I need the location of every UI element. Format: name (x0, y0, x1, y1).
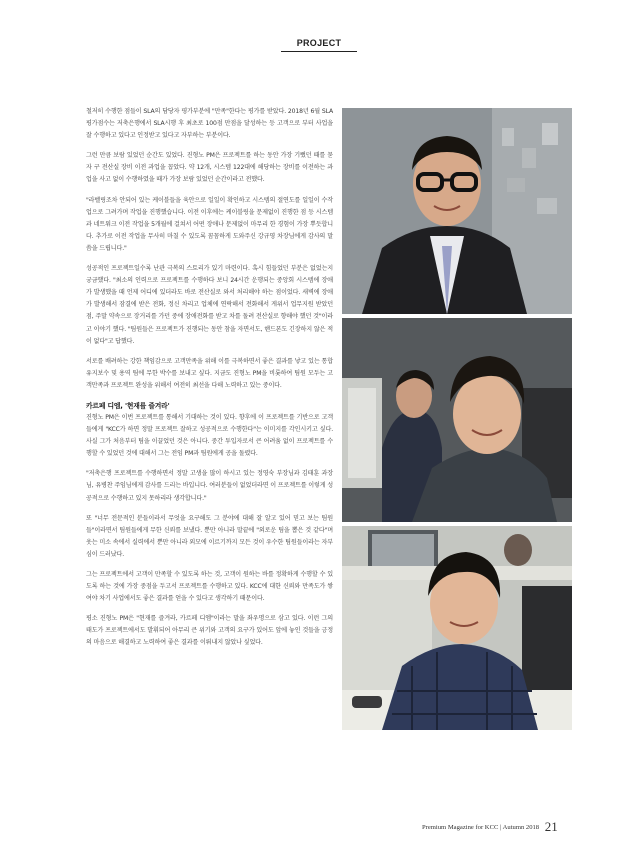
article-paragraph: 서로를 배려하는 강한 책임감으로 고객만족을 위해 이를 극복하면서 좋은 결과를 낳고 있는 통합유지보수 및 용역 팀에 무한 박수를 보내고 싶다. 지금도 진형노 PM을 비롯하여 팀원 모두는 고객만족과 프로젝트 완성을 위해서 여전히 최선을 다해 노력하고 있는 중이다. (86, 357, 333, 389)
article-paragraph: "라벨링조차 안되어 있는 케이블들을 육안으로 일일이 확인하고 시스템의 절연도를 일일이 수작업으로 그려가며 작업을 진행했습니다. 이전 이후에는 케이블링을 문제없이 진행한 점 등 시스템과 네트워크 이전 작업을 5개월에 걸쳐서 어떤 장애나 문제없이 마무리 한 경험이 가장 뿌듯합니다. 추가로 이전 작업을 무사히 마칠 수 있도록 꼼꼼하게 도와주신 강규영 차장님에게 감사의 말씀을 드립니다." (86, 196, 333, 252)
article-paragraph: 성공적인 프로젝트일수록 난관 극복의 스토리가 있기 마련이다. 혹시 힘들었던 부분은 없었는지 궁금했다. "최소의 인력으로 프로젝트를 수행하다 보니 24시간 운행되는 중앙회 시스템에 장애가 발생했을 때 언제 어디에 있더라도 바로 전산실로 와서 처리해야 하는 점이었다. 새벽에 장애가 발생해서 잠결에 받은 전화, 정신 차리고 업체에 연락해서 전화해서 게위서 업무지원 받았던 점, 주말 약속으로 장거리를 가던 중에 장애전화를 받고 차를 돌려 전산실로 향해야 했던 것"이라고 이야기 했다. "팀원들은 프로젝트가 진행되는 동안 참을 자면서도, 핸드폰도 긴장하지 않은 적이 없다"고 답했다. (86, 265, 333, 345)
issue-name: Autumn 2018 (502, 824, 540, 831)
portrait-photo-pm (342, 108, 572, 314)
portrait-photo-team-member-2 (342, 526, 572, 730)
portrait-photo-team-member-1 (342, 318, 572, 522)
article-paragraph: 그는 프로젝트에서 고객이 만족할 수 있도록 하는 것, 고객이 원하는 바를 정확하게 수행할 수 있도록 하는 것에 가장 중점을 두고서 프로젝트를 수행하고 있다. KCC에 대한 신뢰와 만족도가 쌓여야 차기 사업에서도 좋은 결과를 얻을 수 있다고 생각하기 때문이다. (86, 571, 333, 603)
article-paragraph: "저축은행 프로젝트를 수행하면서 정말 고생을 많이 하시고 있는 정영숙 부장님과 김태훈 과장님, 유병찬 주임님에게 감사를 드리는 바입니다. 여러분들이 없었더라면 이 프로젝트를 이렇게 성공적으로 수행하고 있지 못하리라 생각합니다." (86, 470, 333, 502)
page-footer (422, 819, 572, 835)
portrait-illustration (342, 108, 572, 314)
footer-separator: | (500, 824, 502, 831)
article-subheading: 카르페 디엠, '현재를 즐겨라' (86, 401, 170, 410)
article-paragraph: 평소 진형노 PM은 "현재를 즐겨라, 카르페 디엠"이라는 말을 좌우명으로 삼고 있다. 이런 그의 태도가 프로젝트에서도 발휘되어 아무리 큰 위기와 고객의 요구가 있어도 앞에 놓인 것들을 긍정의 마음으로 해결하고 노력하여 좋은 결과를 이뤄내지 않았나 싶었다. (86, 615, 333, 647)
page-number: 21 (544, 819, 558, 834)
portrait-illustration (342, 318, 572, 522)
article-paragraph: 또 "너무 전문적인 분들이라서 무엇을 요구해도 그 분야에 대해 잘 알고 있어 믿고 보는 팀원들"이라면서 팀원들에게 무한 신뢰를 보냈다. 뿐만 아니라 말끝에 "외로운 팀을 뽑은 것 같다"며 웃는 미소 속에서 실력에서 뿐만 아니라 외모에 이르기까지 모든 것이 우수한 팀원들이라는 자부심이 드러났다. (86, 514, 333, 558)
article-paragraph: 철저히 수행한 점들이 SLA의 담당자 평가부분에 "만족"한다는 평가를 받았다. 2018년 6월 SLA 평가점수는 저축은행에서 SLA시행 후 최초로 100점 만점을 달성하는 등 고객으로 부터 사업을 잘 수행하고 있다고 인정받고 있다고 자부하는 부분이다. (86, 108, 333, 140)
magazine-name: Premium Magazine for KCC (422, 824, 499, 831)
section-header-rule (281, 51, 357, 52)
section-header: PROJECT (296, 38, 342, 48)
article-paragraph: 진형노 PM은 이번 프로젝트를 통해서 기대하는 것이 있다. 향후에 이 프로젝트를 기반으로 고객들에게 "KCC가 하면 정말 프로젝트 잘하고 성공적으로 수행한다"는 이미지를 각인시키고 싶다. 사실 그가 처음부터 팀을 이끌었던 것은 아니다. 중간 투입자로서 큰 어려움 없이 프로젝트를 수행할 수 있었던 것에 대해서 그는 전임 PM과 팀원에게 공을 돌렸다. (86, 413, 333, 458)
article-paragraph: 그런 만큼 보람 있었던 순간도 있었다. 진형노 PM은 프로젝트를 하는 동안 가장 기뻤던 때를 묻자 구 전산실 장비 이전 과업을 꼽았다. 약 12개, 시스템 122대에 해당하는 장비를 이전하는 과업을 사고 없이 수행하였을 때가 가장 보람 있었던 순간이라고 전했다. (86, 152, 333, 184)
article-body (86, 106, 333, 658)
portrait-illustration (342, 526, 572, 730)
